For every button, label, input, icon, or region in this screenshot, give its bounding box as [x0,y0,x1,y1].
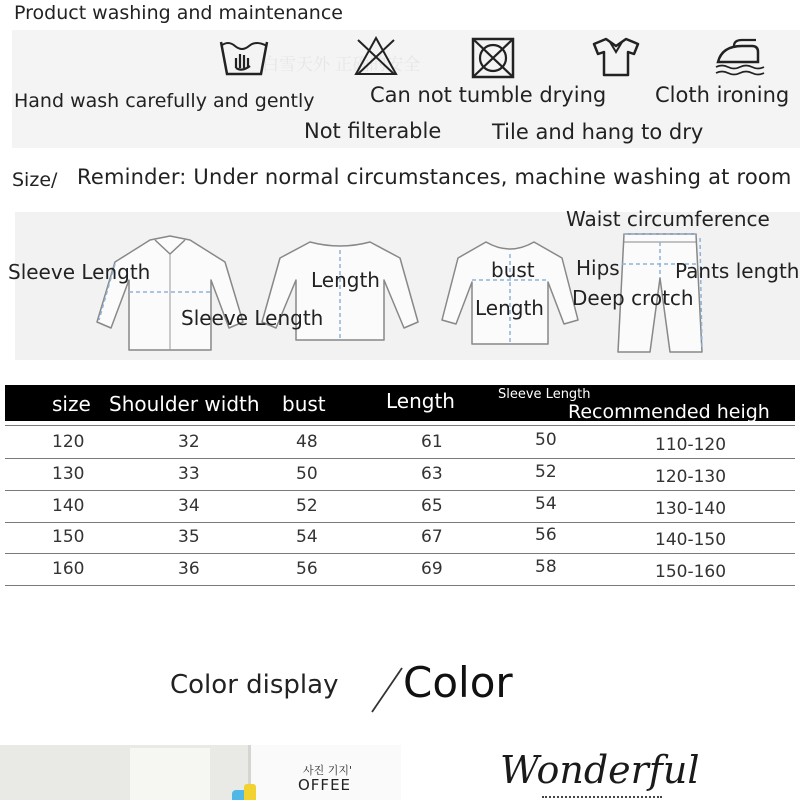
table-cell: 35 [178,527,200,548]
header-bust: bust [282,392,326,416]
table-cell: 130 [52,463,85,484]
color-display-label: Color display [170,670,339,700]
tshirt-diagram-icon [440,236,580,348]
table-cell: 65 [421,495,443,516]
reminder-text: Reminder: Under normal circumstances, machine washing at room [77,165,792,189]
header-shoulder-width: Shoulder width [109,392,260,416]
photo-accent-2 [244,784,256,800]
slash-divider [368,664,404,714]
photo-wall-shape [130,748,210,800]
table-cell: 67 [421,527,443,548]
table-row-divider [5,425,795,426]
size-title: Size/ [12,169,58,191]
no-tumble-label: Can not tumble drying [370,83,607,107]
table-row-divider [5,553,795,554]
table-cell: 33 [178,463,200,484]
table-cell: 52 [296,495,318,516]
table-cell: 50 [296,463,318,484]
not-filterable-label: Not filterable [304,119,442,143]
table-cell: 48 [296,432,318,452]
waist-label: Waist circumference [566,207,770,231]
photo-korean-text: 사진 기지' [303,764,353,777]
deep-crotch-label: Deep crotch [572,286,694,310]
no-tumble-dry-icon [470,36,516,80]
care-watermark: 白雪天外 正确的安全 [262,55,421,75]
care-title: Product washing and maintenance [14,2,343,24]
hand-wash-icon [218,36,270,78]
table-row-divider [5,585,795,586]
length-label-1: Length [311,268,380,292]
shirt-diagram-icon [95,232,245,352]
table-cell: 34 [178,495,200,516]
table-cell: 63 [421,463,443,484]
table-cell: 54 [535,493,557,514]
table-cell: 58 [535,557,557,578]
hips-label: Hips [576,256,620,280]
table-cell: 61 [421,432,443,452]
table-cell: 54 [296,527,318,548]
table-cell: 130-140 [655,498,727,519]
table-cell: 140 [52,495,85,516]
header-size: size [52,392,91,416]
no-bleach-icon [352,34,400,78]
hang-dry-shirt-icon [590,36,642,78]
table-row-divider [5,522,795,523]
ironing-label: Cloth ironing [655,83,790,107]
table-cell: 56 [535,525,557,546]
table-row-divider [5,490,795,491]
length-label-2: Length [475,296,544,320]
table-cell: 32 [178,432,200,452]
table-cell: 52 [535,461,557,482]
table-row-divider [5,458,795,459]
table-cell: 50 [535,430,557,450]
table-cell: 160 [52,559,85,580]
photo-offee-text: OFFEE [298,776,352,794]
table-cell: 110-120 [655,435,727,455]
table-cell: 140-150 [655,530,727,551]
table-cell: 150 [52,527,85,548]
pants-length-label: Pants length [675,259,800,283]
table-cell: 36 [178,559,200,580]
table-cell: 56 [296,559,318,580]
table-cell: 150-160 [655,562,727,583]
header-length: Length [386,389,455,413]
table-cell: 69 [421,559,443,580]
hand-wash-label: Hand wash carefully and gently [14,90,315,112]
bust-label: bust [491,258,535,282]
header-recommended-height: Recommended heigh [568,401,770,423]
color-heading: Color [403,658,513,707]
header-sleeve-length: Sleeve Length [498,387,591,402]
sleeve-length-label-1: Sleeve Length [8,260,151,284]
wonderful-script-text: Wonderful [500,748,700,792]
tile-hang-label: Tile and hang to dry [492,120,704,144]
script-underline [542,796,662,802]
table-cell: 120 [52,432,85,452]
table-cell: 120-130 [655,466,727,487]
iron-icon [712,36,766,80]
sleeve-length-label-2: Sleeve Length [181,306,324,330]
